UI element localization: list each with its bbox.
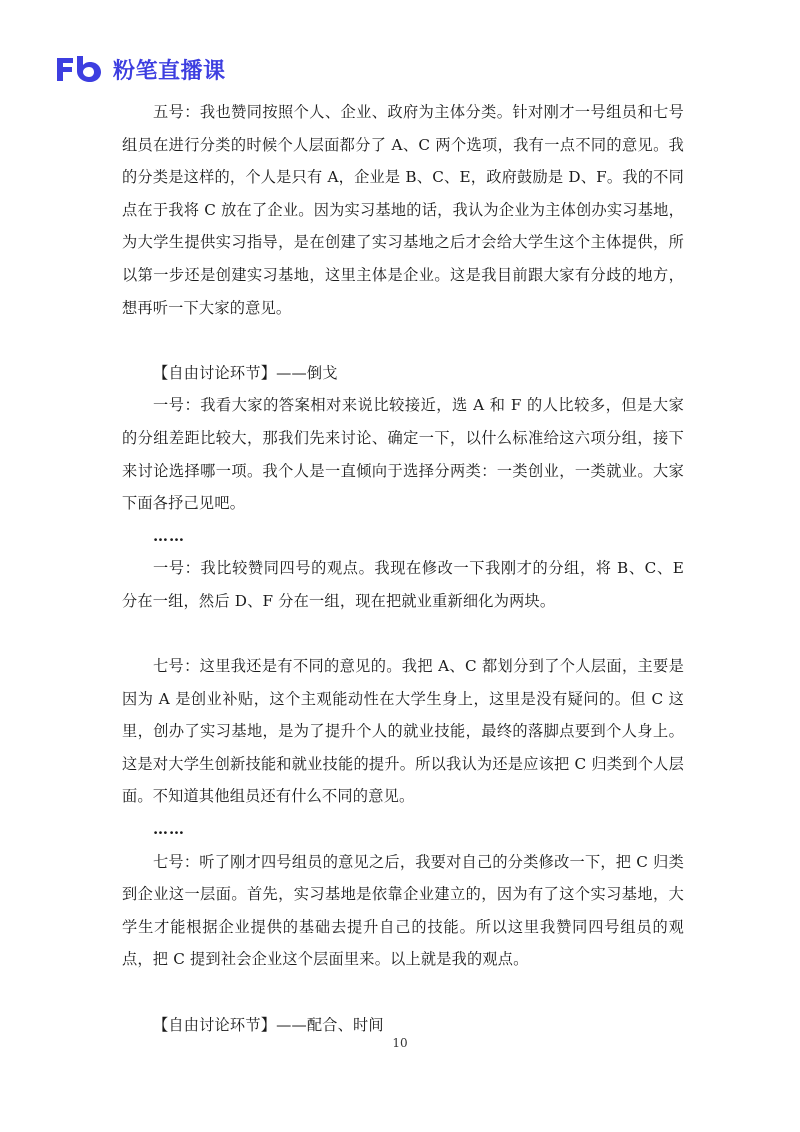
ellipsis: …… [153, 820, 185, 839]
header [55, 52, 226, 86]
ellipsis: …… [153, 526, 185, 545]
brand-name: 粉笔直播课 [113, 58, 226, 84]
document-body [122, 96, 684, 1041]
paragraph-1hao-a: 一号：我看大家的答案相对来说比较接近，选 A 和 F 的人比较多，但是大家的分组差距比较大，那我们先来讨论、确定一下，以什么标准给这六项分组，接下来讨论选择哪一项。我个人是一直倾向于选择分两类：一类创业，一类就业。大家下面各抒己见吧。 [122, 396, 684, 513]
paragraph-7hao-a: 七号：这里我还是有不同的意见的。我把 A、C 都划分到了个人层面，主要是因为 A 是创业补贴，这个主观能动性在大学生身上，这里是没有疑问的。但 C 这里，创办了实习基地，是为了提升个人的就业技能，最终的落脚点要到个人身上。这是对大学生创新技能和就业技能的提升。所以我认为还是应该把 C 归类到个人层面。不知道其他组员还有什么不同的意见。 [122, 657, 684, 806]
section-heading-daoge: 【自由讨论环节】——倒戈 [153, 363, 338, 382]
page-number: 10 [392, 1036, 408, 1050]
section-heading-peihe: 【自由讨论环节】——配合、时间 [153, 1015, 384, 1034]
fb-logo-icon [55, 54, 107, 84]
paragraph-1hao-b: 一号：我比较赞同四号的观点。我现在修改一下我刚才的分组，将 B、C、E 分在一组，然后 D、F 分在一组，现在把就业重新细化为两块。 [122, 559, 684, 610]
paragraph-7hao-b: 七号：听了刚才四号组员的意见之后，我要对自己的分类修改一下，把 C 归类到企业这一层面。首先，实习基地是依靠企业建立的，因为有了这个实习基地，大学生才能根据企业提供的基础去提升自己的技能。所以这里我赞同四号组员的观点，把 C 提到社会企业这个层面里来。以上就是我的观点。 [122, 852, 684, 969]
paragraph-5hao: 五号：我也赞同按照个人、企业、政府为主体分类。针对刚才一号组员和七号组员在进行分类的时候个人层面都分了 A、C 两个选项，我有一点不同的意见。我的分类是这样的，个人是只有 A，企业是 B、C、E，政府鼓励是 D、F。我的不同点在于我将 C 放在了企业。因为实习基地的话，我认为企业为主体创办实习基地，为大学生提供实习指导，是在创建了实习基地之后才会给大学生这个主体提供，所以第一步还是创建实习基地，这里主体是企业。这是我目前跟大家有分歧的地方，想再听一下大家的意见。 [122, 103, 684, 317]
